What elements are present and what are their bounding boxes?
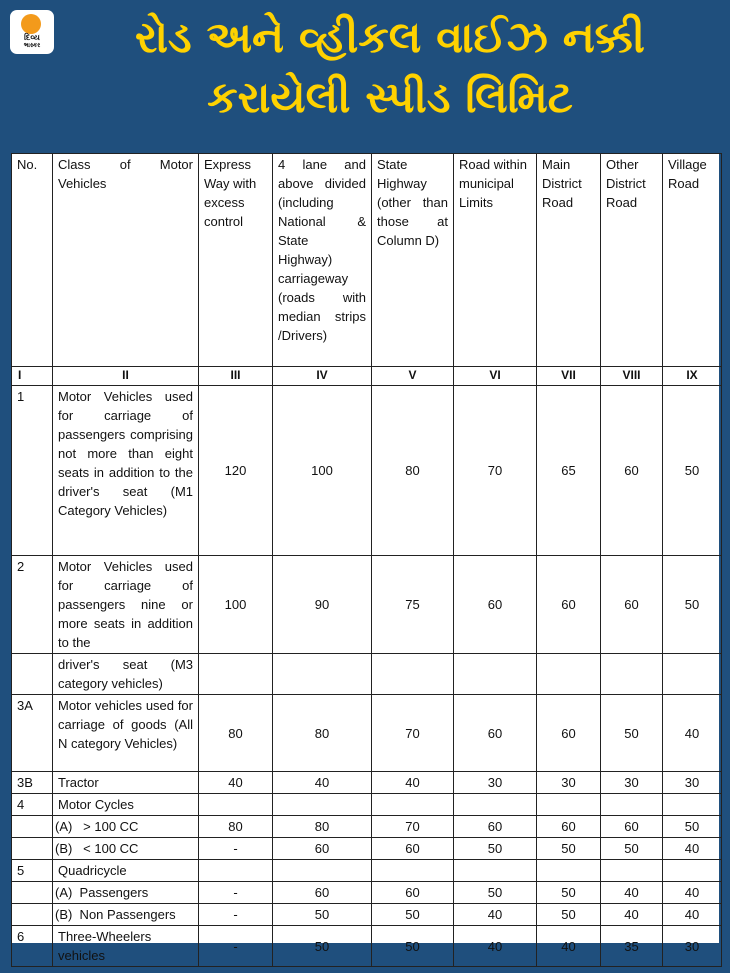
speed-limit-value: 40 — [601, 904, 663, 926]
speed-limit-value: 60 — [273, 838, 372, 860]
table-row — [12, 695, 722, 772]
speed-limit-value: 30 — [663, 926, 722, 967]
speed-limit-value: 70 — [372, 816, 454, 838]
speed-limit-value: 50 — [601, 695, 663, 772]
vehicle-class: driver's seat (M3 category vehicles) — [53, 654, 199, 695]
speed-limit-value: 60 — [454, 556, 537, 654]
column-index: VIII — [601, 367, 663, 386]
speed-limit-table-sheet — [11, 153, 719, 963]
header-cell: Village Road — [663, 154, 722, 367]
speed-limit-value: 40 — [663, 838, 722, 860]
header-cell: Class of Motor Vehicles — [53, 154, 199, 367]
speed-limit-value: 30 — [601, 772, 663, 794]
speed-limit-value: 50 — [663, 816, 722, 838]
header-cell: Express Way with excess control — [199, 154, 273, 367]
speed-limit-value: 80 — [273, 695, 372, 772]
column-index-row — [12, 367, 722, 386]
row-number: 3A — [12, 695, 53, 772]
header-cell: Road within municipal Limits — [454, 154, 537, 367]
vehicle-class: Tractor — [53, 772, 199, 794]
speed-limit-value: 30 — [454, 772, 537, 794]
brand-name-line2: ભાસ્કર — [23, 42, 41, 49]
column-index: IX — [663, 367, 722, 386]
speed-limit-value: 120 — [199, 386, 273, 556]
header-cell: State Highway (other than those at Column D) — [372, 154, 454, 367]
row-number: 3B — [12, 772, 53, 794]
speed-limit-value: 60 — [537, 695, 601, 772]
row-number: 6 — [12, 926, 53, 967]
speed-limit-table — [11, 153, 722, 967]
speed-limit-value: 60 — [601, 816, 663, 838]
speed-limit-value: 60 — [454, 816, 537, 838]
speed-limit-value: 90 — [273, 556, 372, 654]
speed-limit-value: 75 — [372, 556, 454, 654]
speed-limit-value: 35 — [601, 926, 663, 967]
table-subrow — [12, 904, 722, 926]
speed-limit-value: 50 — [273, 904, 372, 926]
speed-limit-value: 80 — [199, 695, 273, 772]
speed-limit-value: 30 — [537, 772, 601, 794]
speed-limit-value: - — [199, 838, 273, 860]
speed-limit-value: 40 — [199, 772, 273, 794]
column-index: VI — [454, 367, 537, 386]
vehicle-subclass: (B) < 100 CC — [53, 838, 199, 860]
vehicle-subclass: (A) > 100 CC — [53, 816, 199, 838]
vehicle-class: Quadricycle — [53, 860, 199, 882]
speed-limit-value: - — [199, 882, 273, 904]
speed-limit-value: 50 — [537, 838, 601, 860]
speed-limit-value: 60 — [537, 556, 601, 654]
speed-limit-value: 40 — [663, 904, 722, 926]
speed-limit-value: 40 — [273, 772, 372, 794]
speed-limit-value: 65 — [537, 386, 601, 556]
row-number: 2 — [12, 556, 53, 654]
speed-limit-value: 80 — [273, 816, 372, 838]
speed-limit-value: 50 — [454, 882, 537, 904]
sun-icon — [21, 14, 41, 34]
speed-limit-value: 40 — [537, 926, 601, 967]
speed-limit-value: 70 — [454, 386, 537, 556]
speed-limit-value: 50 — [601, 838, 663, 860]
header-row — [12, 154, 722, 367]
speed-limit-value: 70 — [372, 695, 454, 772]
table-row — [12, 556, 722, 654]
brand-logo — [10, 10, 54, 54]
table-subrow — [12, 882, 722, 904]
speed-limit-value: 80 — [372, 386, 454, 556]
headline-line1: રોડ અને વ્હીકલ વાઈઝ નક્કી — [135, 13, 645, 63]
column-index: IV — [273, 367, 372, 386]
table-row-continuation — [12, 654, 722, 695]
headline — [60, 8, 720, 128]
vehicle-subclass: (A) Passengers — [53, 882, 199, 904]
speed-limit-value: 50 — [663, 556, 722, 654]
speed-limit-value: 30 — [663, 772, 722, 794]
vehicle-subclass: (B) Non Passengers — [53, 904, 199, 926]
vehicle-class: Motor Cycles — [53, 794, 199, 816]
vehicle-class: Three-Wheelers vehicles — [53, 926, 199, 967]
speed-limit-value: 40 — [601, 882, 663, 904]
header-cell: Other District Road — [601, 154, 663, 367]
speed-limit-value: 40 — [663, 882, 722, 904]
speed-limit-value: 60 — [372, 882, 454, 904]
column-index: V — [372, 367, 454, 386]
row-number: 1 — [12, 386, 53, 556]
speed-limit-value: 50 — [537, 882, 601, 904]
row-number: 4 — [12, 794, 53, 816]
header-cell: No. — [12, 154, 53, 367]
speed-limit-value: 60 — [372, 838, 454, 860]
table-row-group — [12, 794, 722, 816]
column-index: II — [53, 367, 199, 386]
table-row-group — [12, 860, 722, 882]
speed-limit-value: 50 — [372, 926, 454, 967]
speed-limit-value: 100 — [199, 556, 273, 654]
row-number: 5 — [12, 860, 53, 882]
header-cell: Main District Road — [537, 154, 601, 367]
speed-limit-value: 60 — [537, 816, 601, 838]
speed-limit-value: 80 — [199, 816, 273, 838]
vehicle-class: Motor Vehicles used for carriage of passengers comprising not more than eight seats in addition to the driver's seat (M1 Category Vehicles) — [53, 386, 199, 556]
column-index: VII — [537, 367, 601, 386]
speed-limit-value: 50 — [537, 904, 601, 926]
speed-limit-value: 40 — [454, 926, 537, 967]
speed-limit-value: 50 — [372, 904, 454, 926]
speed-limit-value: 40 — [663, 695, 722, 772]
table-subrow — [12, 816, 722, 838]
table-subrow — [12, 838, 722, 860]
speed-limit-value: 60 — [454, 695, 537, 772]
vehicle-class: Motor Vehicles used for carriage of passengers nine or more seats in addition to the — [53, 556, 199, 654]
speed-limit-value: 40 — [454, 904, 537, 926]
speed-limit-value: 50 — [273, 926, 372, 967]
header-cell: 4 lane and above divided (including National & State Highway) carriageway (roads with median strips /Drivers) — [273, 154, 372, 367]
column-index: III — [199, 367, 273, 386]
speed-limit-value: 60 — [601, 386, 663, 556]
vehicle-class: Motor vehicles used for carriage of goods (All N category Vehicles) — [53, 695, 199, 772]
headline-line2: કરાયેલી સ્પીડ લિમિટ — [207, 73, 573, 123]
table-row — [12, 386, 722, 556]
table-row — [12, 772, 722, 794]
table-row — [12, 926, 722, 967]
speed-limit-value: - — [199, 904, 273, 926]
speed-limit-value: 60 — [601, 556, 663, 654]
brand-name-line1: દિવ્ય — [24, 33, 40, 42]
speed-limit-value: 40 — [372, 772, 454, 794]
speed-limit-value: 60 — [273, 882, 372, 904]
column-index: I — [12, 367, 53, 386]
speed-limit-value: 100 — [273, 386, 372, 556]
speed-limit-value: - — [199, 926, 273, 967]
speed-limit-value: 50 — [454, 838, 537, 860]
speed-limit-value: 50 — [663, 386, 722, 556]
